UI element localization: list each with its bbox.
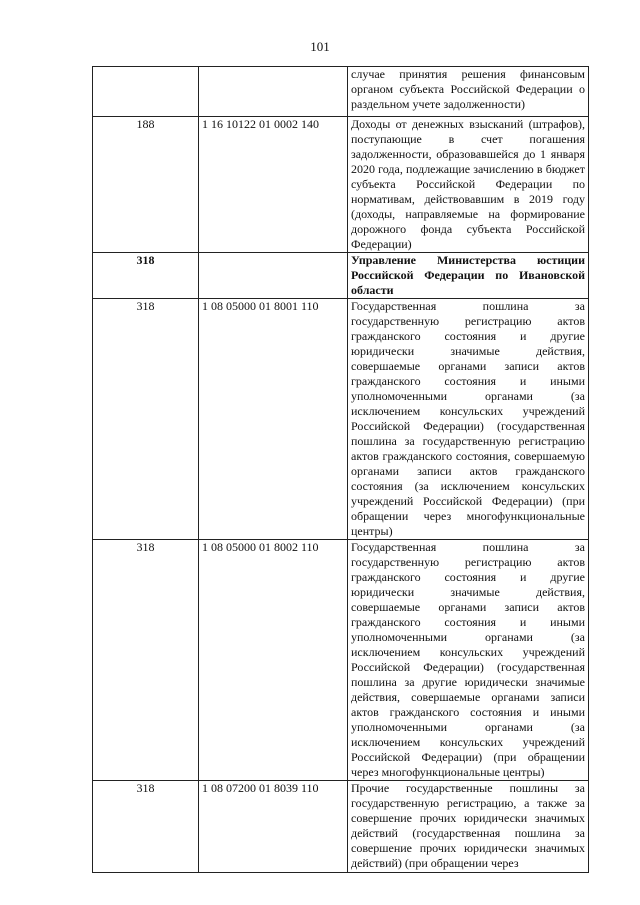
admin-code-cell: 318 <box>93 253 199 299</box>
page-number: 101 <box>310 39 330 54</box>
revenue-codes-table <box>92 66 589 873</box>
admin-code-cell: 318 <box>93 781 199 873</box>
kbk-code-cell <box>199 67 348 117</box>
description-cell: Доходы от денежных взысканий (штрафов), поступающие в счет погашения задолженности, образовавшейся до 1 января 2020 года, подлежащие зачислению в бюджет субъекта Российской Федерации по нормативам, действовавшим в 2019 году (доходы, направляемые на формирование дорожного фонда субъекта Российской Федерации) <box>348 117 589 253</box>
admin-code-cell: 188 <box>93 117 199 253</box>
kbk-code-cell <box>199 253 348 299</box>
table-row <box>93 299 589 540</box>
description-cell: Государственная пошлина за государственную регистрацию актов гражданского состояния и другие юридически значимые действия, совершаемые органами записи актов гражданского состояния и иными уполномоченными органами (за исключением консульских учреждений Российской Федерации) (государственная пошлина за другие юридически значимые действия, совершаемые органами записи актов гражданского состояния и иными уполномоченными органами (за исключением консульских учреждений Российской Федерации) (при обращении через многофункциональные центры) <box>348 540 589 781</box>
table-row <box>93 781 589 873</box>
description-cell: случае принятия решения финансовым органом субъекта Российской Федерации о раздельном учете задолженности) <box>348 67 589 117</box>
admin-code-cell: 318 <box>93 299 199 540</box>
table-row <box>93 67 589 117</box>
table-row-section-header <box>93 253 589 299</box>
table-row <box>93 117 589 253</box>
admin-code-cell: 318 <box>93 540 199 781</box>
description-cell: Государственная пошлина за государственную регистрацию актов гражданского состояния и другие юридически значимые действия, совершаемые органами записи актов гражданского состояния и иными уполномоченными органами (за исключением консульских учреждений Российской Федерации) (государственная пошлина за государственную регистрацию актов гражданского состояния, совершаемую органами записи актов гражданского состояния (за исключением консульских учреждений Российской Федерации) (при обращении через многофункциональные центры) <box>348 299 589 540</box>
kbk-code-cell: 1 08 05000 01 8001 110 <box>199 299 348 540</box>
kbk-code-cell: 1 08 05000 01 8002 110 <box>199 540 348 781</box>
kbk-code-cell: 1 08 07200 01 8039 110 <box>199 781 348 873</box>
table-row <box>93 540 589 781</box>
kbk-code-cell: 1 16 10122 01 0002 140 <box>199 117 348 253</box>
description-cell: Прочие государственные пошлины за государственную регистрацию, а также за совершение прочих юридически значимых действий (государственная пошлина за совершение прочих юридически значимых действий) (при обращении через <box>348 781 589 873</box>
admin-code-cell <box>93 67 199 117</box>
section-title-cell: Управление Министерства юстиции Российской Федерации по Ивановской области <box>348 253 589 299</box>
